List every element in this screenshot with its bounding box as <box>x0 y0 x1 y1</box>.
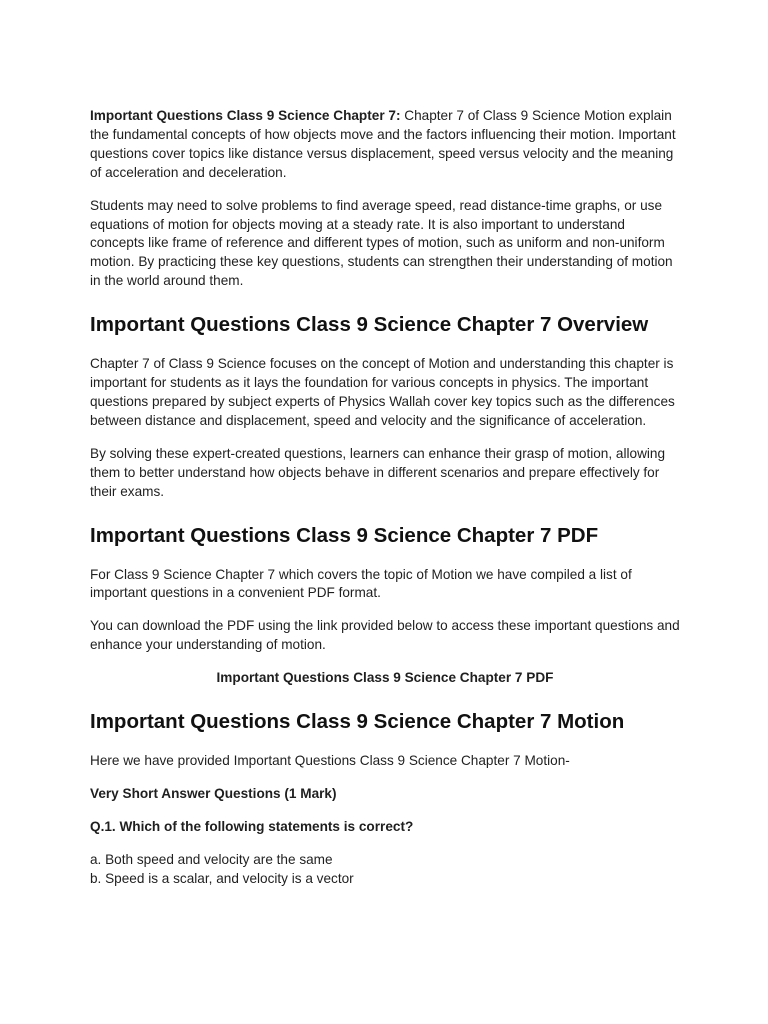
option-a: a. Both speed and velocity are the same <box>90 851 333 867</box>
question-1-options <box>90 851 680 889</box>
pdf-paragraph-1: For Class 9 Science Chapter 7 which covers the topic of Motion we have compiled a list of important questions in a convenient PDF format. <box>90 566 632 601</box>
pdf-heading: Important Questions Class 9 Science Chapter 7 PDF <box>90 523 599 547</box>
document-page <box>90 107 680 889</box>
question-1: Q.1. Which of the following statements is correct? <box>90 818 414 834</box>
section-label: Very Short Answer Questions (1 Mark) <box>90 785 337 801</box>
motion-paragraph: Here we have provided Important Questions Class 9 Science Chapter 7 Motion- <box>90 753 570 769</box>
intro-paragraph <box>90 107 680 183</box>
overview-paragraph-2: By solving these expert-created questions, learners can enhance their grasp of motion, allowing them to better understand how objects behave in different scenarios and prepare effectively for their exams. <box>90 445 666 499</box>
option-b: b. Speed is a scalar, and velocity is a vector <box>90 870 354 886</box>
motion-heading: Important Questions Class 9 Science Chapter 7 Motion <box>90 710 625 734</box>
intro-lead-text: Chapter 7 of Class 9 Science Motion explain the fundamental concepts of how objects move and the factors influencing their motion. Important questions cover topics like distance versus displacement, speed versus velocity and the meaning of acceleration and deceleration. <box>90 108 676 180</box>
intro-paragraph-2: Students may need to solve problems to find average speed, read distance-time graphs, or use equations of motion for objects moving at a steady rate. It is also important to understand concepts like frame of reference and different types of motion, such as uniform and non-uniform motion. By practicing these key questions, students can strengthen their understanding of motion in the world around them. <box>90 197 673 289</box>
pdf-download-link[interactable]: Important Questions Class 9 Science Chapter 7 PDF <box>216 670 554 686</box>
pdf-paragraph-2: You can download the PDF using the link provided below to access these important questions and enhance your understanding of motion. <box>90 618 680 653</box>
overview-heading: Important Questions Class 9 Science Chapter 7 Overview <box>90 313 649 337</box>
intro-lead-bold: Important Questions Class 9 Science Chapter 7: <box>90 108 401 123</box>
overview-paragraph-1: Chapter 7 of Class 9 Science focuses on the concept of Motion and understanding this chapter is important for students as it lays the foundation for various concepts in physics. The important questions prepared by subject experts of Physics Wallah cover key topics such as the differences between distance and displacement, speed and velocity and the significance of acceleration. <box>90 356 675 428</box>
